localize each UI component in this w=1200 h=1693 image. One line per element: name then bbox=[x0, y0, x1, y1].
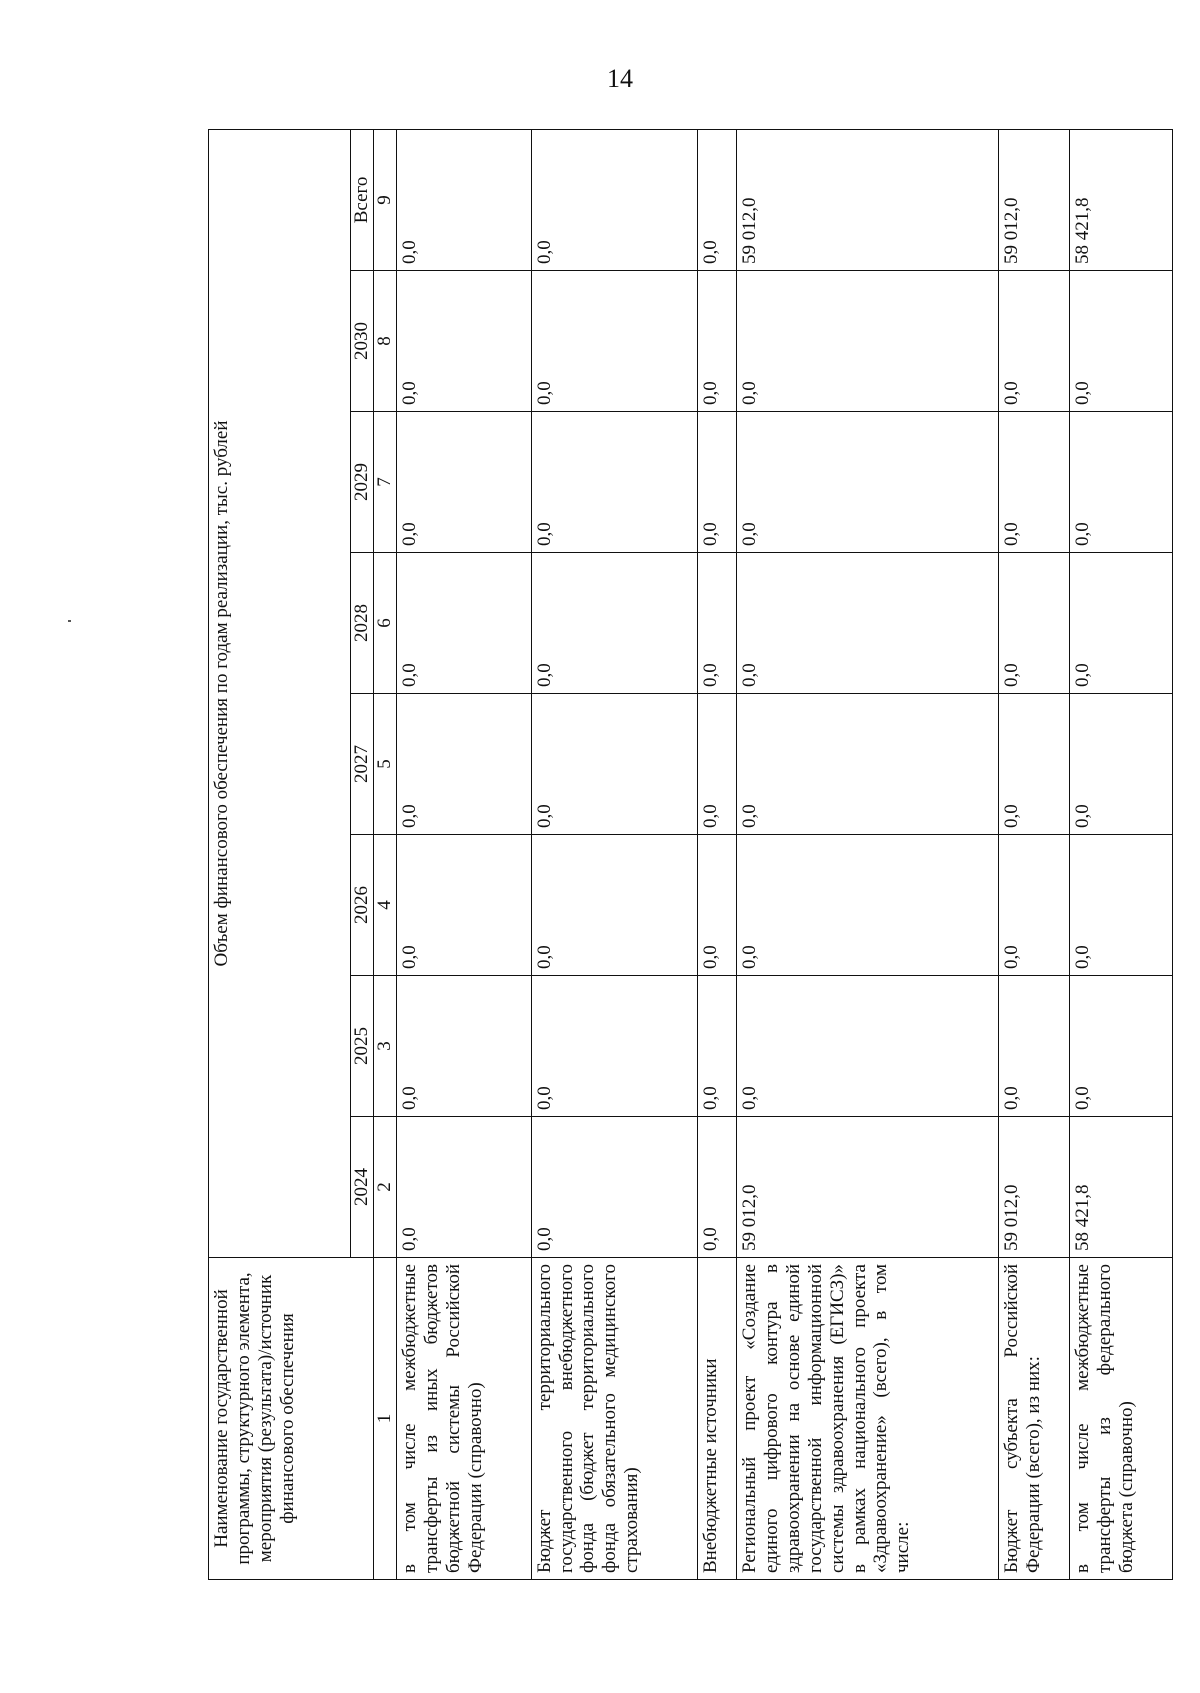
header-total: Всего bbox=[351, 129, 374, 270]
row-name: Региональный проект «Создание единого цифрового контура в здравоохранении на основе единой государственной информационной системы здравоохранения (ЕГИСЗ)» в рамках национального проекта «Здравоохранение» (всего), в том числе: bbox=[737, 1258, 999, 1580]
row-value: 0,0 bbox=[698, 412, 737, 553]
row-name: в том числе межбюджетные трансферты из федерального бюджета (справочно) bbox=[1070, 1258, 1173, 1580]
header-year: 2024 bbox=[351, 1117, 374, 1258]
header-year: 2026 bbox=[351, 835, 374, 976]
row-name: Бюджет субъекта Российской Федерации (всего), из них: bbox=[999, 1258, 1070, 1580]
row-value: 0,0 bbox=[531, 976, 698, 1117]
row-value: 0,0 bbox=[737, 976, 999, 1117]
row-value: 0,0 bbox=[737, 412, 999, 553]
header-year: 2030 bbox=[351, 271, 374, 412]
row-value: 0,0 bbox=[531, 694, 698, 835]
table-row bbox=[531, 129, 698, 1579]
table-row bbox=[999, 129, 1070, 1579]
row-value-total: 59 012,0 bbox=[737, 129, 999, 270]
row-value: 0,0 bbox=[999, 694, 1070, 835]
row-value: 0,0 bbox=[531, 1117, 698, 1258]
row-value-total: 58 421,8 bbox=[1070, 129, 1173, 270]
header-year: 2028 bbox=[351, 553, 374, 694]
table-row bbox=[737, 129, 999, 1579]
column-number: 4 bbox=[374, 835, 397, 976]
row-value: 0,0 bbox=[397, 412, 532, 553]
row-value: 0,0 bbox=[531, 412, 698, 553]
column-number: 7 bbox=[374, 412, 397, 553]
row-value: 0,0 bbox=[1070, 553, 1173, 694]
row-value: 0,0 bbox=[397, 694, 532, 835]
row-value: 0,0 bbox=[698, 976, 737, 1117]
row-value-total: 0,0 bbox=[531, 129, 698, 270]
row-value: 0,0 bbox=[531, 553, 698, 694]
column-number: 9 bbox=[374, 129, 397, 270]
header-year: 2027 bbox=[351, 694, 374, 835]
row-value: 0,0 bbox=[1070, 976, 1173, 1117]
row-value-total: 0,0 bbox=[397, 129, 532, 270]
row-value-total: 59 012,0 bbox=[999, 129, 1070, 270]
row-value: 0,0 bbox=[999, 976, 1070, 1117]
row-value: 0,0 bbox=[737, 271, 999, 412]
row-value: 0,0 bbox=[999, 412, 1070, 553]
table-row bbox=[1070, 129, 1173, 1579]
column-number: 8 bbox=[374, 271, 397, 412]
column-number: 5 bbox=[374, 694, 397, 835]
column-number: 2 bbox=[374, 1117, 397, 1258]
row-value: 59 012,0 bbox=[999, 1117, 1070, 1258]
column-number: 6 bbox=[374, 553, 397, 694]
row-value: 0,0 bbox=[397, 271, 532, 412]
row-value: 0,0 bbox=[999, 271, 1070, 412]
row-value: 0,0 bbox=[698, 835, 737, 976]
row-value: 59 012,0 bbox=[737, 1117, 999, 1258]
row-value: 0,0 bbox=[737, 835, 999, 976]
row-name: Бюджет территориального государственного внебюджетного фонда (бюджет территориального фонда обязательного медицинского страхования) bbox=[531, 1258, 698, 1580]
row-value: 0,0 bbox=[1070, 412, 1173, 553]
row-value: 0,0 bbox=[737, 694, 999, 835]
rotated-table-container bbox=[208, 130, 1137, 1580]
header-name-column: Наименование государственной программы, структурного элемента, мероприятия (результата)/источник финансового обеспечения bbox=[209, 1258, 374, 1580]
row-value: 0,0 bbox=[698, 553, 737, 694]
row-value: 0,0 bbox=[1070, 271, 1173, 412]
column-number: 1 bbox=[374, 1258, 397, 1580]
header-funding-group: Объем финансового обеспечения по годам реализации, тыс. рублей bbox=[209, 129, 351, 1257]
row-value: 0,0 bbox=[397, 1117, 532, 1258]
row-value: 0,0 bbox=[397, 976, 532, 1117]
row-value: 0,0 bbox=[737, 553, 999, 694]
header-year: 2029 bbox=[351, 412, 374, 553]
header-row-group bbox=[209, 129, 351, 1579]
financing-table bbox=[208, 129, 1173, 1580]
row-value: 0,0 bbox=[531, 835, 698, 976]
table-row bbox=[397, 129, 532, 1579]
row-value: 58 421,8 bbox=[1070, 1117, 1173, 1258]
row-value: 0,0 bbox=[1070, 694, 1173, 835]
header-row-column-numbers bbox=[374, 129, 397, 1579]
row-value: 0,0 bbox=[698, 694, 737, 835]
header-year: 2025 bbox=[351, 976, 374, 1117]
row-value: 0,0 bbox=[698, 1117, 737, 1258]
row-value: 0,0 bbox=[397, 553, 532, 694]
row-name: Внебюджетные источники bbox=[698, 1258, 737, 1580]
row-value: 0,0 bbox=[999, 835, 1070, 976]
row-value: 0,0 bbox=[698, 271, 737, 412]
page-number: 14 bbox=[607, 64, 633, 93]
row-value: 0,0 bbox=[1070, 835, 1173, 976]
row-value: 0,0 bbox=[999, 553, 1070, 694]
table-row bbox=[698, 129, 737, 1579]
column-number: 3 bbox=[374, 976, 397, 1117]
row-name: в том числе межбюджетные трансферты из иных бюджетов бюджетной системы Российской Федерации (справочно) bbox=[397, 1258, 532, 1580]
row-value: 0,0 bbox=[531, 271, 698, 412]
row-value: 0,0 bbox=[397, 835, 532, 976]
row-value-total: 0,0 bbox=[698, 129, 737, 270]
scan-speck bbox=[68, 620, 71, 622]
